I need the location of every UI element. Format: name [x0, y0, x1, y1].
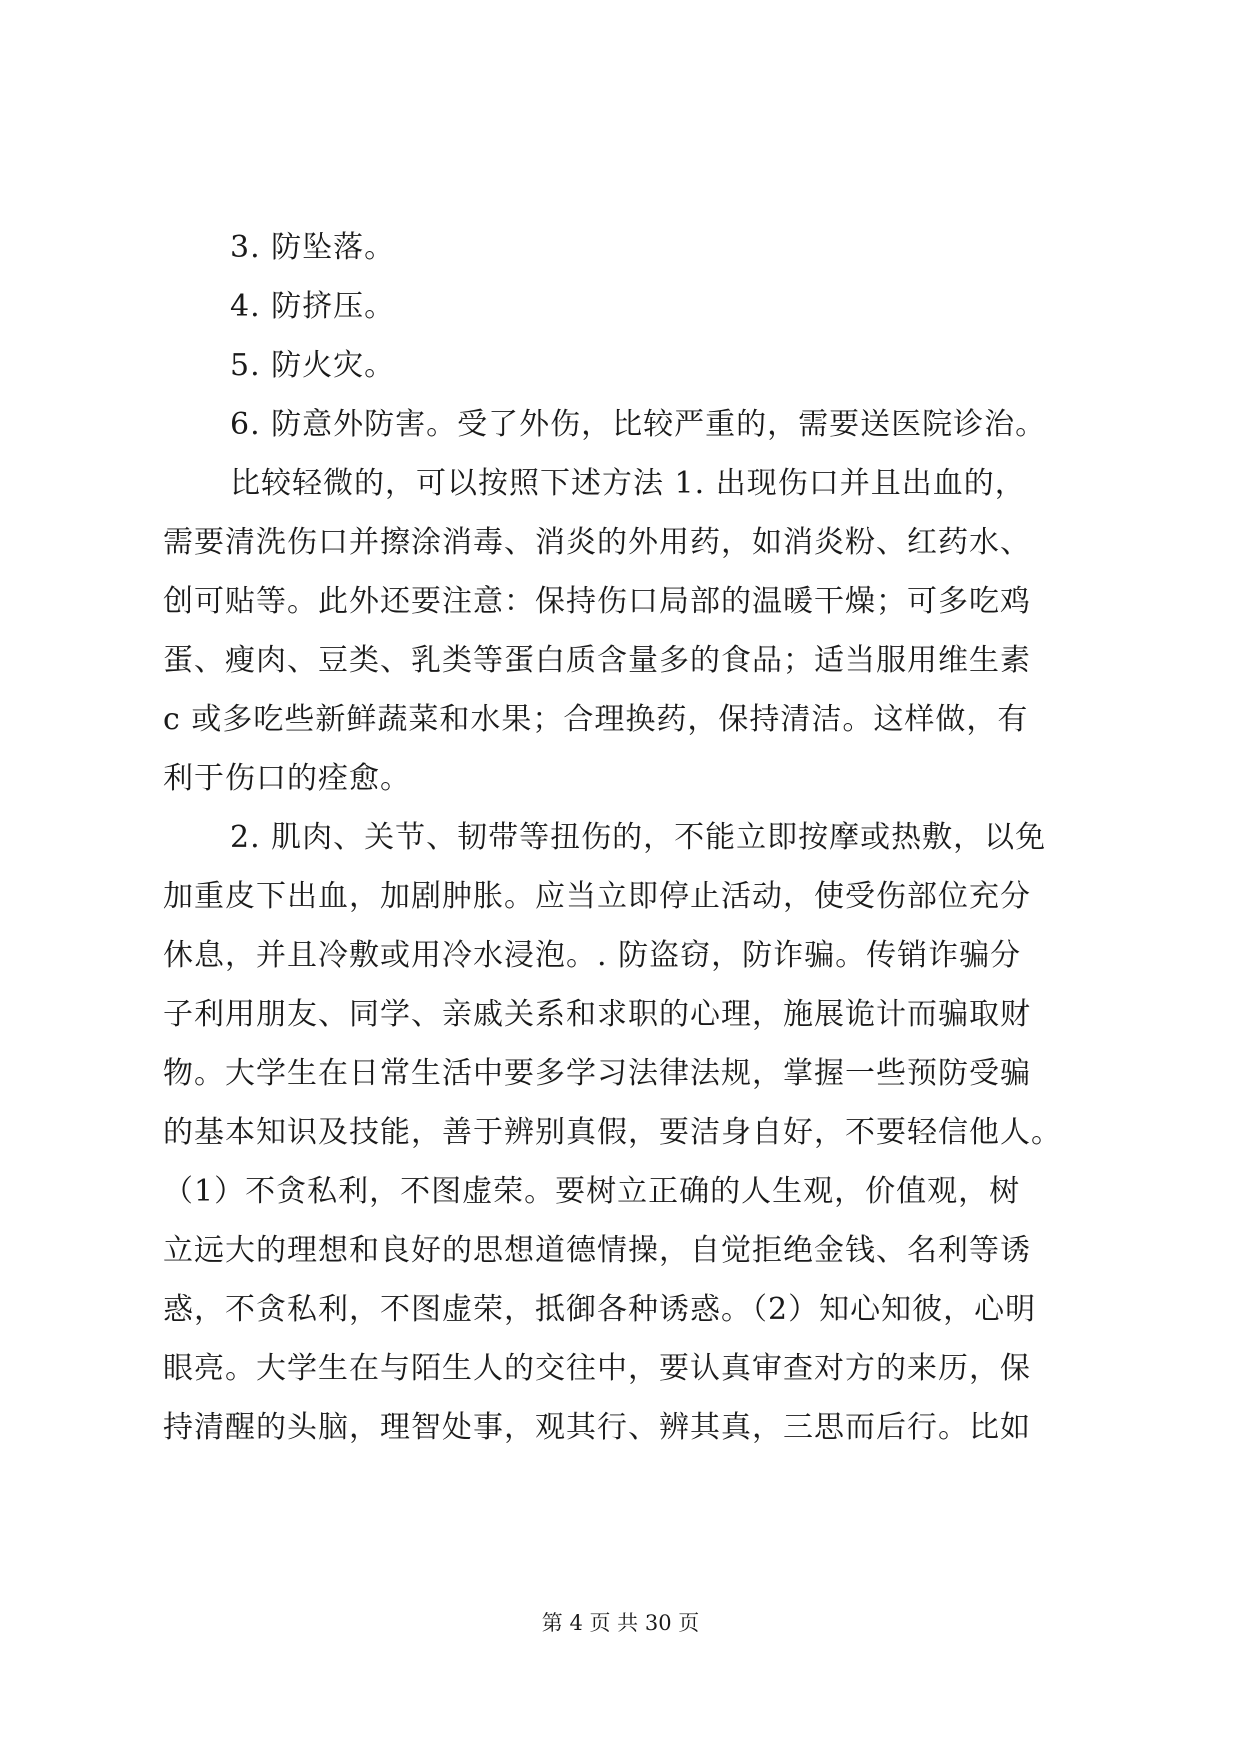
text-line: c 或多吃些新鲜蔬菜和水果；合理换药，保持清洁。这样做，有 — [163, 702, 1029, 737]
text-line: 2. 肌肉、关节、韧带等扭伤的，不能立即按摩或热敷，以免 — [230, 820, 1047, 855]
text-line: 立远大的理想和良好的思想道德情操，自觉拒绝金钱、名利等诱 — [163, 1233, 1031, 1268]
text-line: 3. 防坠落。 — [230, 230, 396, 265]
text-line: 加重皮下出血，加剧肿胀。应当立即停止活动，使受伤部位充分 — [163, 879, 1031, 914]
text-line: 蛋、瘦肉、豆类、乳类等蛋白质含量多的食品；适当服用维生素 — [163, 643, 1031, 678]
text-line: 5. 防火灾。 — [230, 348, 396, 383]
text-line: 创可贴等。此外还要注意：保持伤口局部的温暖干燥；可多吃鸡 — [163, 584, 1031, 619]
text-line: 的基本知识及技能，善于辨别真假，要洁身自好，不要轻信他人。 — [163, 1115, 1062, 1150]
text-line: 持清醒的头脑，理智处事，观其行、辨其真，三思而后行。比如 — [163, 1410, 1031, 1445]
text-line: 惑，不贪私利，不图虚荣，抵御各种诱惑。（2）知心知彼，心明 — [163, 1292, 1037, 1327]
text-line: 4. 防挤压。 — [230, 289, 396, 324]
text-line: 子利用朋友、同学、亲戚关系和求职的心理，施展诡计而骗取财 — [163, 997, 1031, 1032]
text-line: 休息，并且冷敷或用冷水浸泡。. 防盗窃，防诈骗。传销诈骗分 — [163, 938, 1022, 973]
text-line: 物。大学生在日常生活中要多学习法律法规，掌握一些预防受骗 — [163, 1056, 1031, 1091]
text-line: 眼亮。大学生在与陌生人的交往中，要认真审查对方的来历，保 — [163, 1351, 1031, 1386]
text-line: 比较轻微的，可以按照下述方法 1. 出现伤口并且出血的， — [230, 466, 1026, 501]
text-line: 利于伤口的痊愈。 — [163, 761, 411, 796]
text-line: 6. 防意外防害。受了外伤，比较严重的，需要送医院诊治。 — [230, 407, 1047, 442]
text-line: （1）不贪私利，不图虚荣。要树立正确的人生观，价值观，树 — [163, 1174, 1021, 1209]
page-number: 第 4 页 共 30 页 — [541, 1611, 700, 1635]
text-line: 需要清洗伤口并擦涂消毒、消炎的外用药，如消炎粉、红药水、 — [163, 525, 1031, 560]
